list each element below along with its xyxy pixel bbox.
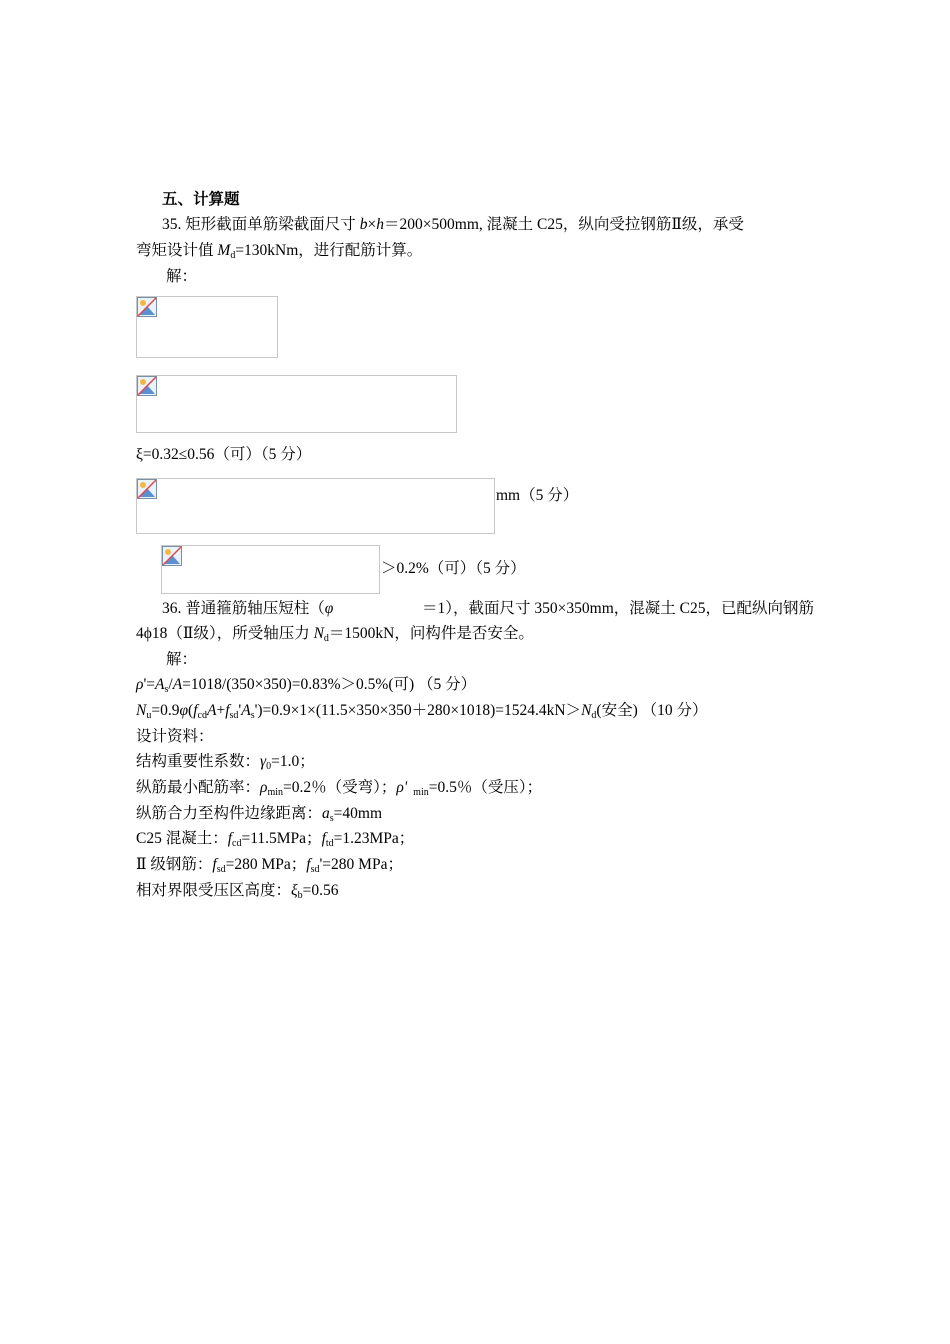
ftd-sub: td bbox=[325, 838, 334, 849]
design-gamma bbox=[136, 752, 315, 777]
q35-text-b-wrap bbox=[360, 215, 814, 235]
fsd-sym: f bbox=[212, 856, 217, 873]
broken-image-icon bbox=[137, 479, 157, 499]
q35-l2-a: 弯矩设计值 bbox=[136, 242, 218, 259]
formula-image-1 bbox=[136, 296, 278, 358]
gamma-value: =1.0； bbox=[271, 753, 315, 770]
nu-result: ')=0.9×1×(11.5×350×350＋280×1018)=1524.4kN＞ bbox=[254, 702, 582, 719]
q35-M-var: M bbox=[217, 242, 231, 259]
Nd-var: N bbox=[581, 702, 592, 719]
rho-comp: =0.5％（受压）； bbox=[428, 779, 543, 796]
prime: ' bbox=[238, 702, 242, 719]
formula-image-4 bbox=[161, 545, 380, 594]
broken-image-icon bbox=[137, 297, 157, 317]
fsd-sub: sd bbox=[229, 710, 239, 721]
rho-prime-sym: ρ' bbox=[396, 779, 408, 796]
ftd-sym: f bbox=[321, 830, 326, 847]
fcd-sym: f bbox=[227, 830, 233, 847]
q35-text-a: 35. 矩形截面单筋梁截面尺寸 bbox=[162, 216, 356, 233]
q36-solution-label: 解： bbox=[166, 651, 198, 668]
rho-eq: '= bbox=[143, 676, 155, 693]
q35-text-c: ＝200×500mm, 混凝土 C25，纵向受拉钢筋Ⅱ级，承受 bbox=[384, 216, 744, 233]
broken-image-icon bbox=[137, 376, 157, 396]
xi-value: =0.56 bbox=[302, 882, 339, 899]
q35-line1 bbox=[162, 215, 814, 235]
xi-sub: b bbox=[297, 890, 303, 901]
q36-line1 bbox=[162, 599, 814, 619]
as-label: 纵筋合力至构件边缘距离： bbox=[136, 805, 323, 822]
q35-solution-label: 解： bbox=[166, 268, 198, 285]
q36-N-var: N bbox=[313, 625, 324, 642]
gamma-sub: 0 bbox=[266, 761, 272, 772]
As2-var: A bbox=[241, 702, 251, 719]
steel-label: Ⅱ 级钢筋： bbox=[136, 856, 213, 873]
fsd-var: f bbox=[225, 702, 230, 719]
phi-var: φ bbox=[179, 702, 189, 719]
fcd-sub2: cd bbox=[232, 838, 242, 849]
as-sym: a bbox=[322, 805, 330, 822]
q35-M-sub: d bbox=[230, 250, 236, 261]
q36-N-sub: d bbox=[323, 633, 329, 644]
q35-xi-result: ξ=0.32≤0.56（可）（5 分） bbox=[136, 446, 312, 463]
As-var: A bbox=[155, 676, 165, 693]
q35-h-var: h bbox=[376, 216, 385, 233]
design-c25 bbox=[136, 829, 414, 854]
slash: / bbox=[168, 676, 173, 693]
as-value: =40mm bbox=[333, 805, 383, 822]
fcd-value: =11.5MPa； bbox=[241, 830, 322, 847]
A-var2: A bbox=[206, 702, 217, 719]
fcd-var: f bbox=[193, 702, 198, 719]
plus: + bbox=[216, 702, 226, 719]
section-title: 五、计算题 bbox=[162, 191, 240, 208]
nu-conclusion: (安全) （10 分） bbox=[596, 702, 708, 719]
q35-times: × bbox=[367, 216, 377, 233]
rho-result: =1018/(350×350)=0.83%＞0.5%(可) （5 分） bbox=[182, 676, 477, 693]
fsd-value: =280 MPa； bbox=[225, 856, 307, 873]
q35-b-var: b bbox=[359, 216, 368, 233]
as-sub: s bbox=[329, 813, 334, 824]
q36-phi-var: φ bbox=[324, 600, 334, 617]
nu-coef: =0.9 bbox=[151, 702, 180, 719]
rho-prime-sub: min bbox=[413, 787, 429, 798]
q36-l2-b: ＝1500kN，问构件是否安全。 bbox=[328, 625, 534, 642]
q36-l1-b: ＝1），截面尺寸 350×350mm，混凝土 C25，已配纵向钢筋 bbox=[422, 600, 814, 617]
q36-l1-a: 36. 普通箍筋轴压短柱（ bbox=[162, 600, 325, 617]
design-rho bbox=[136, 778, 542, 803]
Nu-var: N bbox=[136, 702, 147, 719]
q35-rho-check: ＞0.2%（可）（5 分） bbox=[381, 560, 526, 577]
As-sub: s bbox=[164, 684, 169, 695]
A-var: A bbox=[172, 676, 183, 693]
rho-label: 纵筋最小配筋率： bbox=[136, 779, 261, 796]
design-xi bbox=[136, 881, 339, 906]
q36-line2 bbox=[136, 624, 534, 649]
Nu-sub: u bbox=[146, 710, 152, 721]
rho-sym: ρ bbox=[260, 779, 268, 796]
q36-l2-a: 4ϕ18（Ⅱ级），所受轴压力 bbox=[136, 625, 314, 642]
As2-sub: s bbox=[250, 710, 255, 721]
gamma-label: 结构重要性系数： bbox=[136, 753, 261, 770]
q36-l1-wrap bbox=[162, 599, 333, 619]
q35-l2-b: =130kNm，进行配筋计算。 bbox=[235, 242, 423, 259]
fsd-prime-sub: sd bbox=[310, 864, 320, 875]
q36-nu-line bbox=[136, 701, 707, 726]
paren: ( bbox=[188, 702, 194, 719]
fsd-sub2: sd bbox=[216, 864, 226, 875]
formula-image-2 bbox=[136, 375, 457, 433]
rho-sub: min bbox=[267, 787, 284, 798]
fsd-prime-sym: f bbox=[306, 856, 311, 873]
xi-sym: ξ bbox=[291, 882, 298, 899]
q36-rho-line bbox=[136, 675, 476, 700]
xi-label: 相对界限受压区高度： bbox=[136, 882, 292, 899]
design-steel bbox=[136, 855, 403, 880]
gamma-sym: γ bbox=[260, 753, 267, 770]
design-as bbox=[136, 804, 382, 829]
broken-image-icon bbox=[162, 546, 182, 566]
q35-as-unit: mm（5 分） bbox=[496, 487, 579, 504]
q35-line2 bbox=[136, 241, 422, 266]
Nd-sub: d bbox=[591, 710, 597, 721]
c25-label: C25 混凝土： bbox=[136, 830, 228, 847]
fcd-sub: cd bbox=[197, 710, 207, 721]
design-title: 设计资料： bbox=[136, 728, 214, 745]
rho-symbol: ρ bbox=[136, 676, 144, 693]
formula-image-3 bbox=[136, 478, 495, 534]
ftd-value: =1.23MPa； bbox=[333, 830, 415, 847]
fsd-prime-value: '=280 MPa； bbox=[319, 856, 403, 873]
rho-bend: =0.2％（受弯）； bbox=[283, 779, 397, 796]
